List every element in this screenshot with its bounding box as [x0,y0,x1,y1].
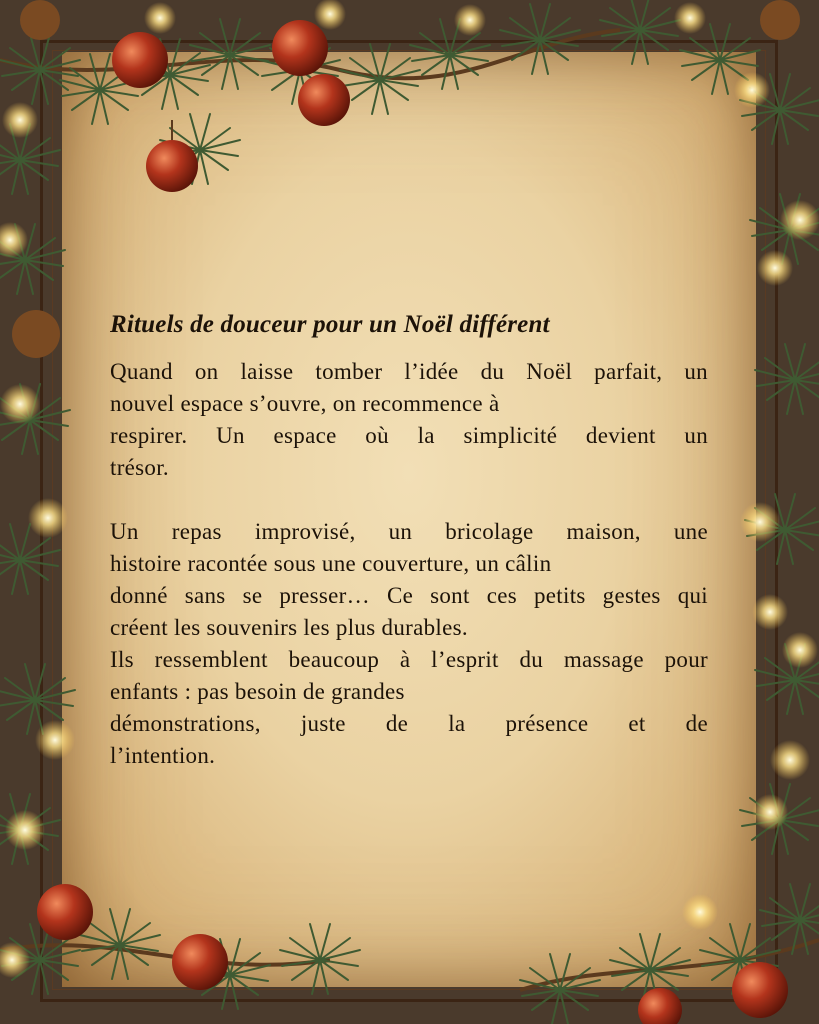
text-line: trésor. [110,455,169,480]
text-line: démonstrations, juste de la présence et de [110,711,708,736]
text-line: créent les souvenirs les plus durables. [110,615,468,640]
paragraph-rituals [110,516,708,772]
ornament-ball-icon [272,20,328,76]
text-line: l’intention. [110,743,216,768]
card-title: Rituels de douceur pour un Noël différent [110,311,550,338]
text-line: Ils ressemblent beaucoup à l’esprit du massage pour [110,647,708,672]
ornament-ball-icon [172,934,228,990]
text-line: histoire racontée sous une couverture, un câlin [110,551,552,576]
ornament-ball-icon [146,140,198,192]
text-line: enfants : pas besoin de grandes [110,679,405,704]
ornament-ball-icon [760,0,800,40]
paragraph-intro [110,356,708,484]
text-line: Un repas improvisé, un bricolage maison, une [110,519,708,544]
ornament-ball-icon [12,310,60,358]
text-line: donné sans se presser… Ce sont ces petits gestes qui [110,583,708,608]
card-text [110,308,708,772]
text-line: respirer. Un espace où la simplicité devient un [110,423,708,448]
text-line: nouvel espace s’ouvre, on recommence à [110,391,500,416]
ornament-ball-icon [112,32,168,88]
ornament-ball-icon [20,0,60,40]
ornament-ball-icon [732,962,788,1018]
ornament-ball-icon [298,74,350,126]
ornament-ball-icon [37,884,93,940]
text-line: Quand on laisse tomber l’idée du Noël parfait, un [110,359,708,384]
paragraph-gap [110,484,708,516]
